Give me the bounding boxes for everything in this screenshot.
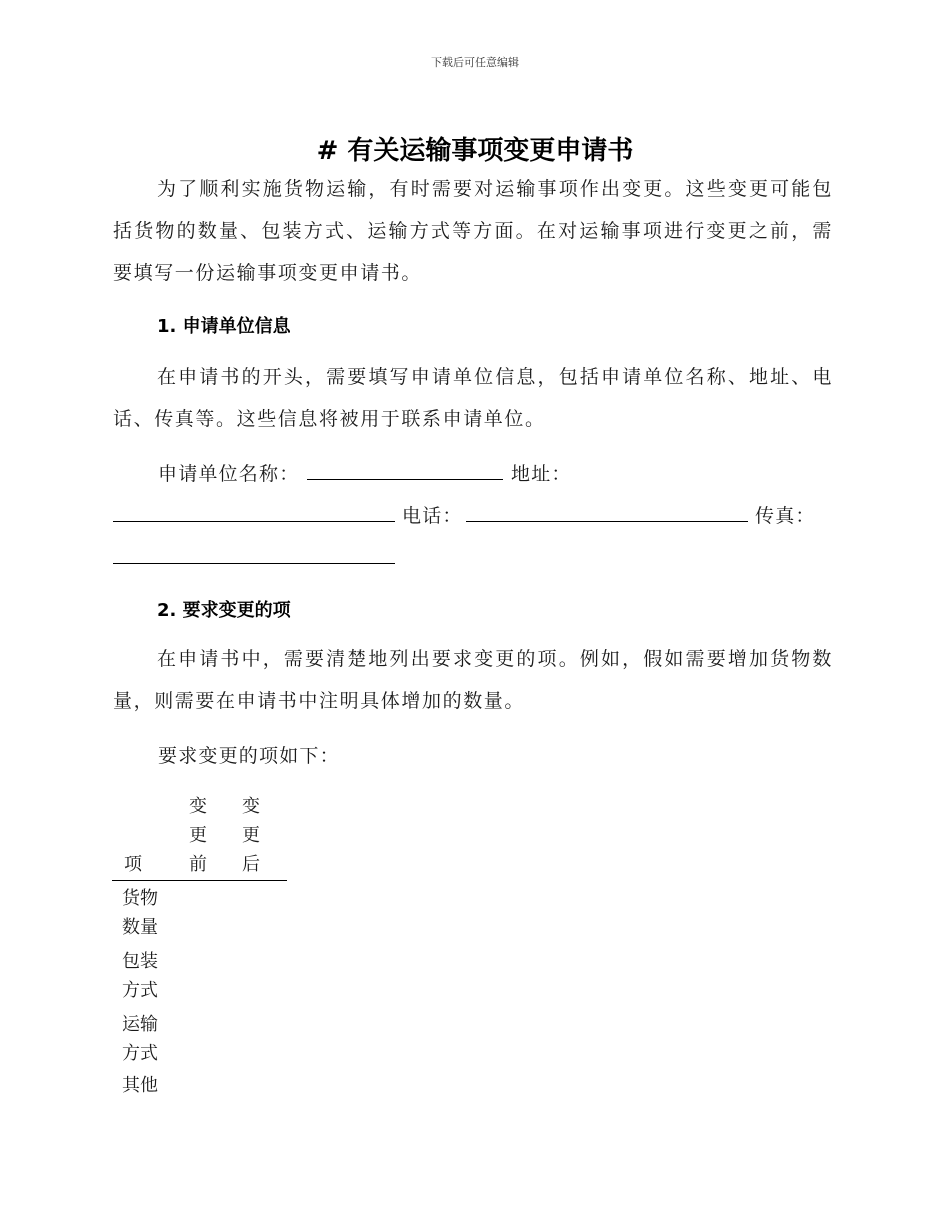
address-field[interactable] bbox=[113, 521, 395, 522]
unit-name-label: 申请单位名称： bbox=[158, 463, 300, 485]
table-header-row bbox=[112, 790, 287, 881]
header-before: 变更前 bbox=[189, 796, 207, 875]
table-row-item: 运输方式 bbox=[122, 1014, 158, 1064]
header-item: 项 bbox=[124, 854, 142, 875]
address-label: 地址： bbox=[511, 463, 572, 485]
change-items-table bbox=[112, 790, 287, 1096]
fax-field[interactable] bbox=[113, 563, 395, 564]
page-header-note: 下载后可任意编辑 bbox=[431, 56, 519, 69]
header-after: 变更后 bbox=[242, 796, 260, 875]
intro-paragraph: 为了顺利实施货物运输，有时需要对运输事项作出变更。这些变更可能包括货物的数量、包装方式、运输方式等方面。在对运输事项进行变更之前，需要填写一份运输事项变更申请书。 bbox=[113, 178, 833, 284]
section1-heading: 1. 申请单位信息 bbox=[157, 316, 291, 337]
table-row-item: 包装方式 bbox=[122, 951, 158, 1001]
table-row-item: 其他 bbox=[122, 1075, 158, 1096]
section2-heading: 2. 要求变更的项 bbox=[157, 600, 291, 621]
document-title: # 有关运输事项变更申请书 bbox=[316, 136, 634, 166]
section2-paragraph: 在申请书中，需要清楚地列出要求变更的项。例如，假如需要增加货物数量，则需要在申请书中注明具体增加的数量。 bbox=[113, 648, 833, 712]
unit-name-field[interactable] bbox=[307, 479, 503, 480]
change-list-intro: 要求变更的项如下： bbox=[158, 745, 340, 767]
section1-paragraph: 在申请书的开头，需要填写申请单位信息，包括申请单位名称、地址、电话、传真等。这些信息将被用于联系申请单位。 bbox=[113, 366, 833, 430]
fax-label: 传真： bbox=[755, 505, 816, 527]
phone-field[interactable] bbox=[466, 521, 748, 522]
table-row-item: 货物数量 bbox=[122, 888, 158, 938]
phone-label: 电话： bbox=[402, 505, 463, 527]
